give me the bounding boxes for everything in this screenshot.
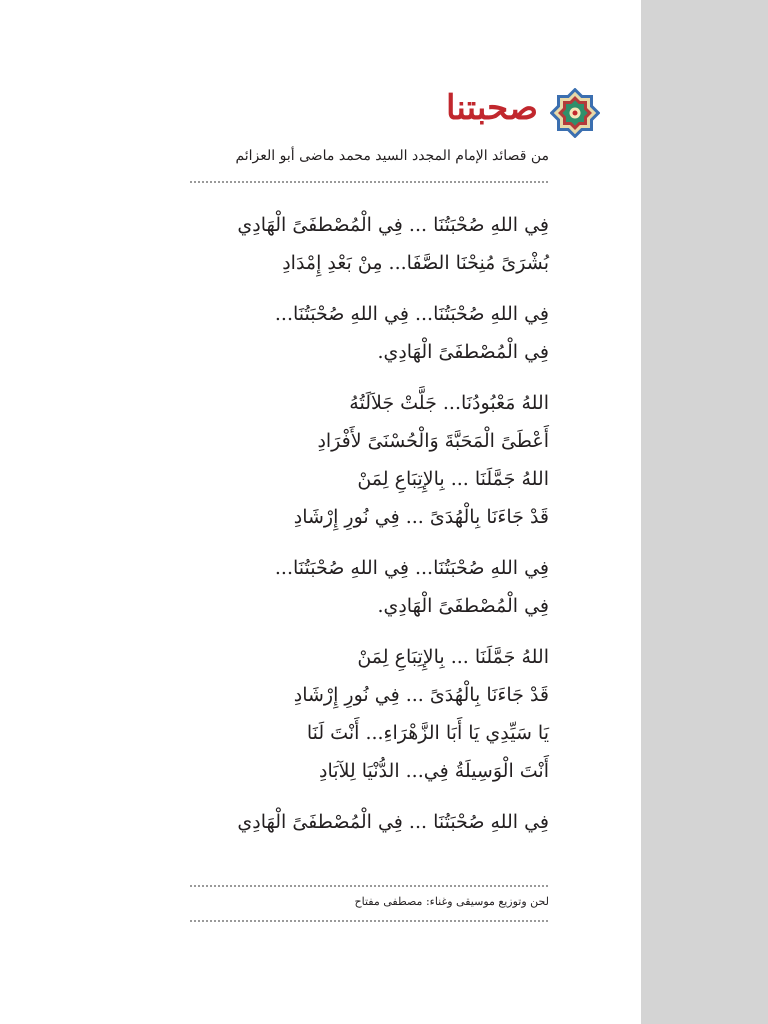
page-title: صحبتنا	[446, 88, 538, 128]
poem-line: فِي اللهِ صُحْبَتُنَا... فِي اللهِ صُحْبَتُنَا...	[274, 303, 549, 325]
bottom-divider-lower	[190, 920, 548, 922]
islamic-star-ornament-icon	[550, 88, 600, 138]
poem-line: فِي اللهِ صُحْبَتُنَا ... فِي الْمُصْطفَىً الْهَادِي	[237, 811, 549, 833]
poem-line: فِي الْمُصْطفَىً الْهَادِي.	[377, 595, 549, 617]
poem-text	[189, 206, 549, 854]
stanza	[189, 295, 549, 371]
poem-line: قَدْ جَاءَنَا بِالْهُدَىً ... فِي نُورِ إِرْشَادِ	[293, 684, 549, 706]
poem-line: فِي اللهِ صُحْبَتُنَا... فِي اللهِ صُحْبَتُنَا...	[274, 557, 549, 579]
stanza	[189, 638, 549, 790]
stanza	[189, 206, 549, 282]
poem-line: أَعْطَىً الْمَحَبَّةَ وَالْحُسْنَىً لأَفْرَادِ	[317, 430, 549, 452]
top-divider	[190, 181, 548, 183]
page-subtitle: من قصائد الإمام المجدد السيد محمد ماضى أبو العزائم	[235, 148, 549, 164]
poem-line: يَا سَيِّدِي يَا أَبَا الزَّهْرَاءِ... أَنْتَ لَنَا	[306, 722, 549, 744]
poem-line: أَنْتَ الْوَسِيلَةُ فِي... الدُّنْيَا لِلآبَادِ	[319, 760, 549, 782]
bottom-divider-upper	[190, 885, 548, 887]
side-margin-band	[641, 0, 768, 1024]
stanza	[189, 549, 549, 625]
stanza	[189, 803, 549, 841]
credit-line: لحن وتوزيع موسيقى وغناء: مصطفى مفتاح	[354, 895, 549, 908]
poem-line: اللهُ مَعْبُودُنَا... جَلَّتْ جَلاَلَتُهُ	[349, 392, 549, 414]
poem-line: فِي اللهِ صُحْبَتُنَا ... فِي الْمُصْطفَىً الْهَادِي	[237, 214, 549, 236]
poem-line: بُشْرَىً مُنِحْنَا الصَّفَا... مِنْ بَعْدِ إِمْدَادِ	[282, 252, 549, 274]
poem-line: فِي الْمُصْطفَىً الْهَادِي.	[377, 341, 549, 363]
poem-line: قَدْ جَاءَنَا بِالْهُدَىً ... فِي نُورِ إِرْشَادِ	[293, 506, 549, 528]
stanza	[189, 384, 549, 536]
poem-line: اللهُ جَمَّلَنَا ... بِالإِتِبَاعِ لِمَنْ	[357, 646, 549, 668]
poem-line: اللهُ جَمَّلَنَا ... بِالإِتِبَاعِ لِمَنْ	[357, 468, 549, 490]
